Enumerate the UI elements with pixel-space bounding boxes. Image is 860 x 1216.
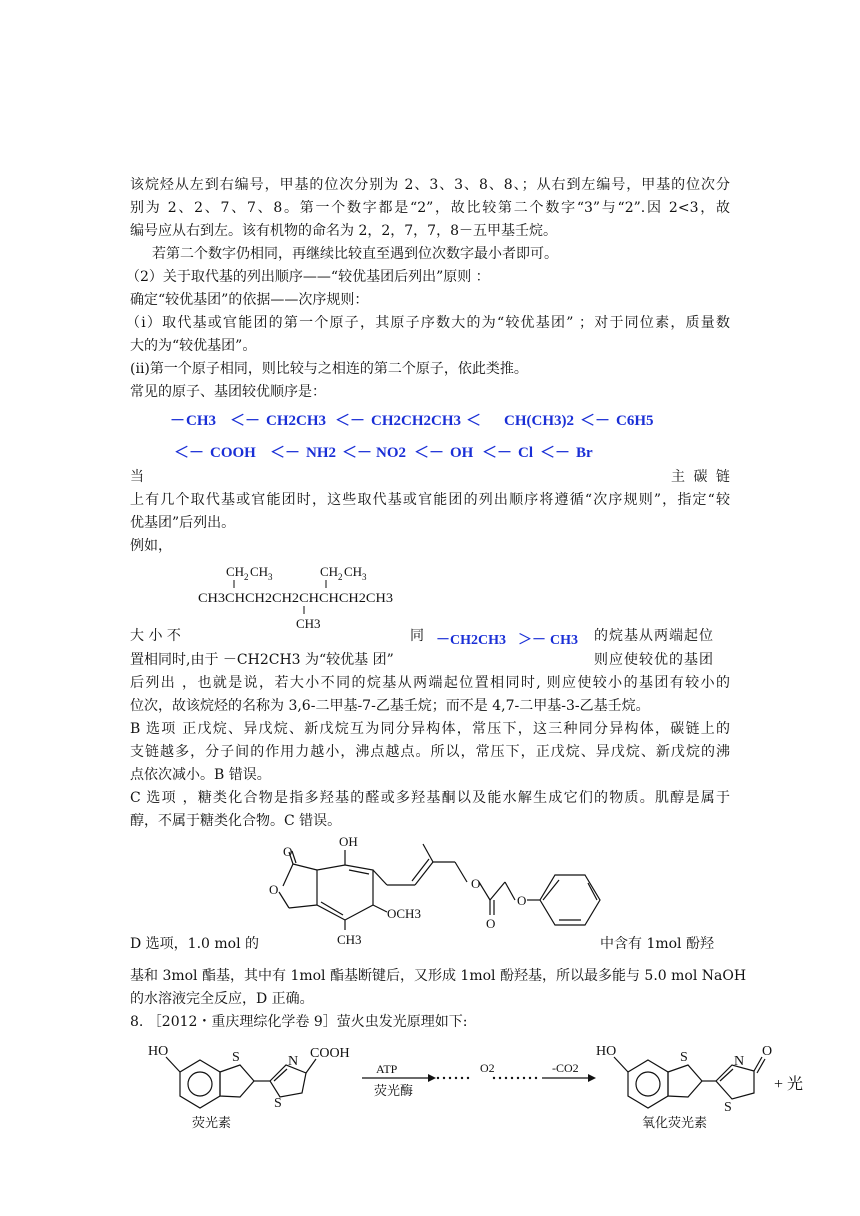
group-cl: Cl [518,445,533,461]
paragraph-text: 大 小 不 [130,628,181,644]
reaction-n1: N [288,1054,299,1069]
paragraph-line: （i）取代基或官能团的第一个原子，其原子序数大的为“较优基团” ；对于同位素，质量数 [126,315,730,331]
paragraph-text: 置相同时,由于 －CH2CH3 为“较优基 团” [130,652,394,668]
svg-text:CH: CH [226,564,245,579]
compare-right: CH3 [550,633,578,648]
group-cooh: COOH [210,445,256,461]
paragraph-line: B 选项 正戊烷、异戊烷、新戊烷互为同分异构体，常压下，这三种同分异构体，碳链上的 [130,721,730,737]
svg-text:＞－: ＞－ [518,633,546,648]
paragraph-line: 醇，不属于糖类化合物。C 错误。 [130,813,342,829]
svg-text:CH: CH [344,564,363,579]
paragraph-line: (ii)第一个原子相同，则比较与之相连的第二个原子，依此类推。 [130,361,528,377]
reaction-atp: ATP [376,1062,398,1076]
svg-text:＜－: ＜－ [580,413,611,429]
paragraph-text: 主 碳 链 [671,469,730,485]
svg-text:＜－: ＜－ [174,445,205,461]
paragraph-line: 的水溶液完全反应，D 正确。 [130,991,314,1007]
group-propyl: CH2CH2CH3 [371,413,461,429]
paragraph-line: 优基团”后列出。 [130,515,236,531]
label-ch3: CH3 [337,932,362,947]
group-nh2: NH2 [306,445,336,461]
svg-text:O: O [471,876,481,891]
reaction-enzyme: 荧光酶 [374,1083,414,1098]
svg-text:3: 3 [362,572,367,582]
group-br: Br [576,445,593,461]
paragraph-text: 的烷基从两端起位 [594,628,714,644]
svg-text:2: 2 [244,572,249,582]
alkane-main-chain: CH3CHCH2CH2CHCHCH2CH3 [198,590,393,605]
svg-text:O: O [269,882,279,897]
svg-text:＜－: ＜－ [414,445,445,461]
svg-text:＜－: ＜－ [482,445,513,461]
reaction-co2: -CO2 [552,1061,579,1075]
group-ch3: CH3 [186,413,216,429]
paragraph-line: 点依次减小。B 错误。 [130,767,271,783]
svg-text:O: O [283,844,293,859]
reaction-s1: S [232,1050,240,1065]
svg-text:＜－: ＜－ [342,445,373,461]
paragraph-line: 上有几个取代基或官能团时，这些取代基或官能团的列出顺序将遵循“次序规则”，指定“较 [130,492,730,508]
group-oh: OH [450,445,474,461]
reaction-name-right: 氧化荧光素 [642,1115,708,1130]
reaction-s3: S [680,1050,688,1065]
svg-text:－: － [170,413,186,429]
reaction-light: + 光 [774,1076,804,1093]
group-no2: NO2 [376,445,406,461]
paragraph-line: （2）关于取代基的列出顺序——“较优基团后列出”原则 ： [126,269,490,285]
svg-text:＜－: ＜－ [540,445,571,461]
paragraph-line: 8. ［2012・重庆理综化学卷 9］萤火虫发光原理如下: [130,1014,468,1030]
reaction-name-left: 荧光素 [192,1115,232,1130]
paragraph-line: 基和 3mol 酯基，其中有 1mol 酯基断键后，又形成 1mol 酚羟基，所以最多能与 5.0 mol NaOH [130,968,747,984]
paragraph-text: 同 [410,628,424,644]
reaction-n2: N [734,1054,745,1069]
svg-text:＜－: ＜－ [270,445,301,461]
reaction-o-right: O [762,1044,773,1059]
group-phenyl: C6H5 [616,413,654,429]
svg-text:3: 3 [268,572,273,582]
group-ethyl: CH2CH3 [266,413,326,429]
ethyl-vs-methyl-formula [430,622,590,652]
paragraph-line: 后列出 ，也就是说，若大小不同的烷基从两端起位置相同时, 则应使较小的基团有较小的 [130,675,730,691]
reaction-o2: O2 [480,1061,495,1075]
ester-molecule-structure [265,830,605,948]
svg-text:＜: ＜ [466,413,482,429]
compare-left: CH2CH3 [450,633,506,648]
alkane-bottom-ch3: CH3 [296,616,321,631]
reaction-s4: S [724,1100,732,1115]
alkane-structure [190,560,410,635]
label-oh: OH [339,834,358,849]
paragraph-text: 则应使较优的基团 [594,652,714,668]
group-isopropyl: CH(CH3)2 [504,413,574,429]
paragraph-line: 常见的原子、基团较优顺序是： [130,384,326,400]
paragraph-line: 支链越多，分子间的作用力越小，沸点越点。所以，常压下，正戊烷、异戊烷、新戊烷的沸 [130,744,730,760]
paragraph-line: 编号应从右到左。该有机物的命名为 2，2，7，7，8－五甲基壬烷。 [130,223,557,239]
svg-text:－: － [436,633,450,648]
reaction-cooh: COOH [310,1046,350,1061]
svg-text:O: O [486,916,496,931]
svg-text:CH: CH [250,564,269,579]
paragraph-line: C 选项 ，糖类化合物是指多羟基的醛或多羟基酮以及能水解生成它们的物质。肌醇是属于 [130,790,730,806]
reaction-ho-right: HO [596,1044,617,1059]
paragraph-text: 当 [130,469,144,485]
reaction-s2: S [274,1096,282,1111]
paragraph-line: 例如， [130,538,172,554]
svg-text:＜－: ＜－ [230,413,261,429]
reaction-ho-left: HO [148,1044,169,1059]
paragraph-text: D 选项，1.0 mol 的 [130,936,260,952]
paragraph-line: 别为 2、2、7、7、8。第一个数字都是“2”，故比较第二个数字“3”与“2”.因 2<3，故 [130,200,730,216]
svg-text:＜－: ＜－ [335,413,366,429]
paragraph-line: 大的为“较优基团”。 [130,338,257,354]
paragraph-text: 中含有 1mol 酚羟 [600,936,714,952]
svg-text:O: O [517,893,527,908]
svg-text:2: 2 [338,572,343,582]
priority-order-formula [160,405,654,465]
label-och3: OCH3 [387,906,421,921]
paragraph-line: 该烷烃从左到右编号，甲基的位次分别为 2、3、3、8、8、；从右到左编号，甲基的位次分 [130,177,730,193]
paragraph-line: 若第二个数字仍相同，再继续比较直至遇到位次数字最小者即可。 [152,246,558,262]
svg-text:CH: CH [320,564,339,579]
paragraph-line: 确定“较优基团”的依据——次序规则： [130,292,369,308]
paragraph-line: 位次，故该烷烃的名称为 3,6-二甲基-7-乙基壬烷；而不是 4,7-二甲基-3-乙基壬烷。 [130,698,650,714]
firefly-reaction-scheme [140,1035,820,1135]
